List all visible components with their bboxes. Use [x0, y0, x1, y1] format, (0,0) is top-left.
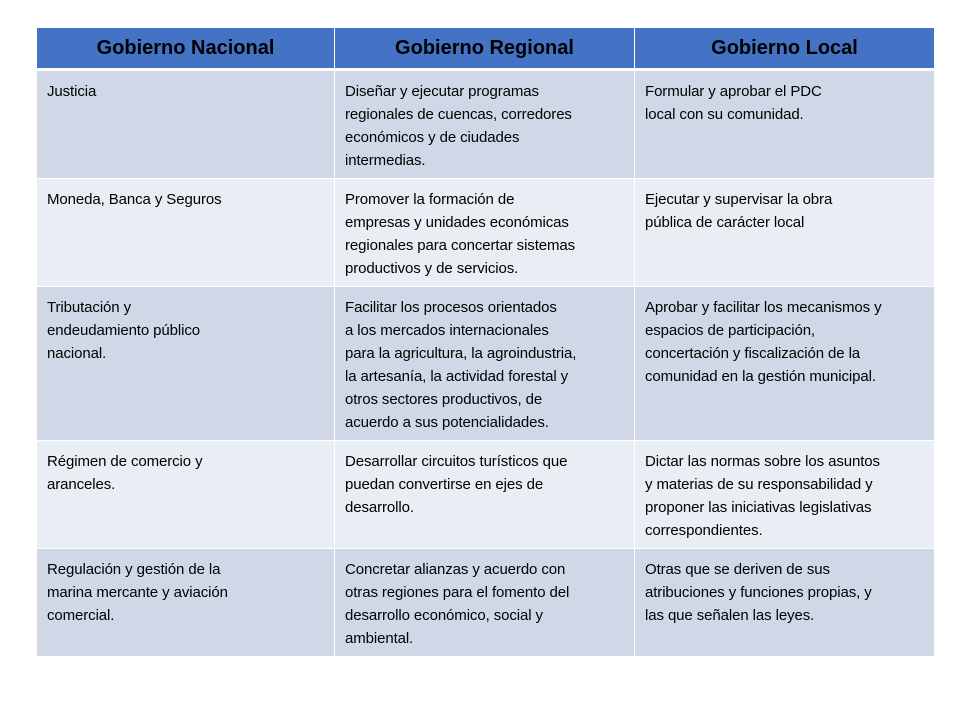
table-row: [37, 179, 935, 287]
cell-text: Facilitar los procesos orientados a los mercados internacionales para la agricultura, la agroindustria, la artesanía, la actividad forestal y otros sectores productivos, de acuerdo a sus potencialidades.: [345, 299, 577, 431]
cell-text: Aprobar y facilitar los mecanismos y espacios de participación, concertación y fiscalización de la comunidad en la gestión municipal.: [645, 299, 882, 385]
cell-text: Promover la formación de empresas y unidades económicas regionales para concertar sistemas productivos y de servicios.: [345, 191, 576, 277]
cell-text: Desarrollar circuitos turísticos que puedan convertirse en ejes de desarrollo.: [345, 453, 568, 516]
government-responsibilities-table: [36, 27, 935, 657]
cell-text: Concretar alianzas y acuerdo con otras regiones para el fomento del desarrollo económico, social y ambiental.: [345, 561, 570, 647]
cell-text: Tributación y endeudamiento público nacional.: [47, 299, 201, 362]
header-gobierno-regional: Gobierno Regional: [335, 28, 635, 70]
cell-nacional: [37, 70, 335, 179]
cell-local: [635, 70, 935, 179]
cell-nacional: [37, 441, 335, 549]
cell-text: Moneda, Banca y Seguros: [47, 191, 222, 208]
cell-local: [635, 441, 935, 549]
header-gobierno-local: Gobierno Local: [635, 28, 935, 70]
cell-text: Formular y aprobar el PDC local con su comunidad.: [645, 83, 822, 123]
cell-text: Ejecutar y supervisar la obra pública de carácter local: [645, 191, 833, 231]
table-row: [37, 441, 935, 549]
header-gobierno-nacional: Gobierno Nacional: [37, 28, 335, 70]
header-row: [37, 28, 935, 70]
cell-regional: [335, 549, 635, 657]
cell-local: [635, 549, 935, 657]
cell-regional: [335, 287, 635, 441]
cell-nacional: [37, 287, 335, 441]
cell-nacional: [37, 549, 335, 657]
table-row: [37, 70, 935, 179]
cell-regional: [335, 70, 635, 179]
cell-nacional: [37, 179, 335, 287]
cell-text: Diseñar y ejecutar programas regionales de cuencas, corredores económicos y de ciudades intermedias.: [345, 83, 572, 169]
cell-text: Regulación y gestión de la marina mercante y aviación comercial.: [47, 561, 228, 624]
cell-text: Justicia: [47, 83, 97, 100]
cell-text: Régimen de comercio y aranceles.: [47, 453, 203, 493]
table-row: [37, 549, 935, 657]
table-row: [37, 287, 935, 441]
cell-text: Dictar las normas sobre los asuntos y materias de su responsabilidad y proponer las iniciativas legislativas correspondientes.: [645, 453, 880, 539]
cell-regional: [335, 179, 635, 287]
cell-regional: [335, 441, 635, 549]
cell-local: [635, 287, 935, 441]
cell-local: [635, 179, 935, 287]
cell-text: Otras que se deriven de sus atribuciones y funciones propias, y las que señalen las leyes.: [645, 561, 872, 624]
